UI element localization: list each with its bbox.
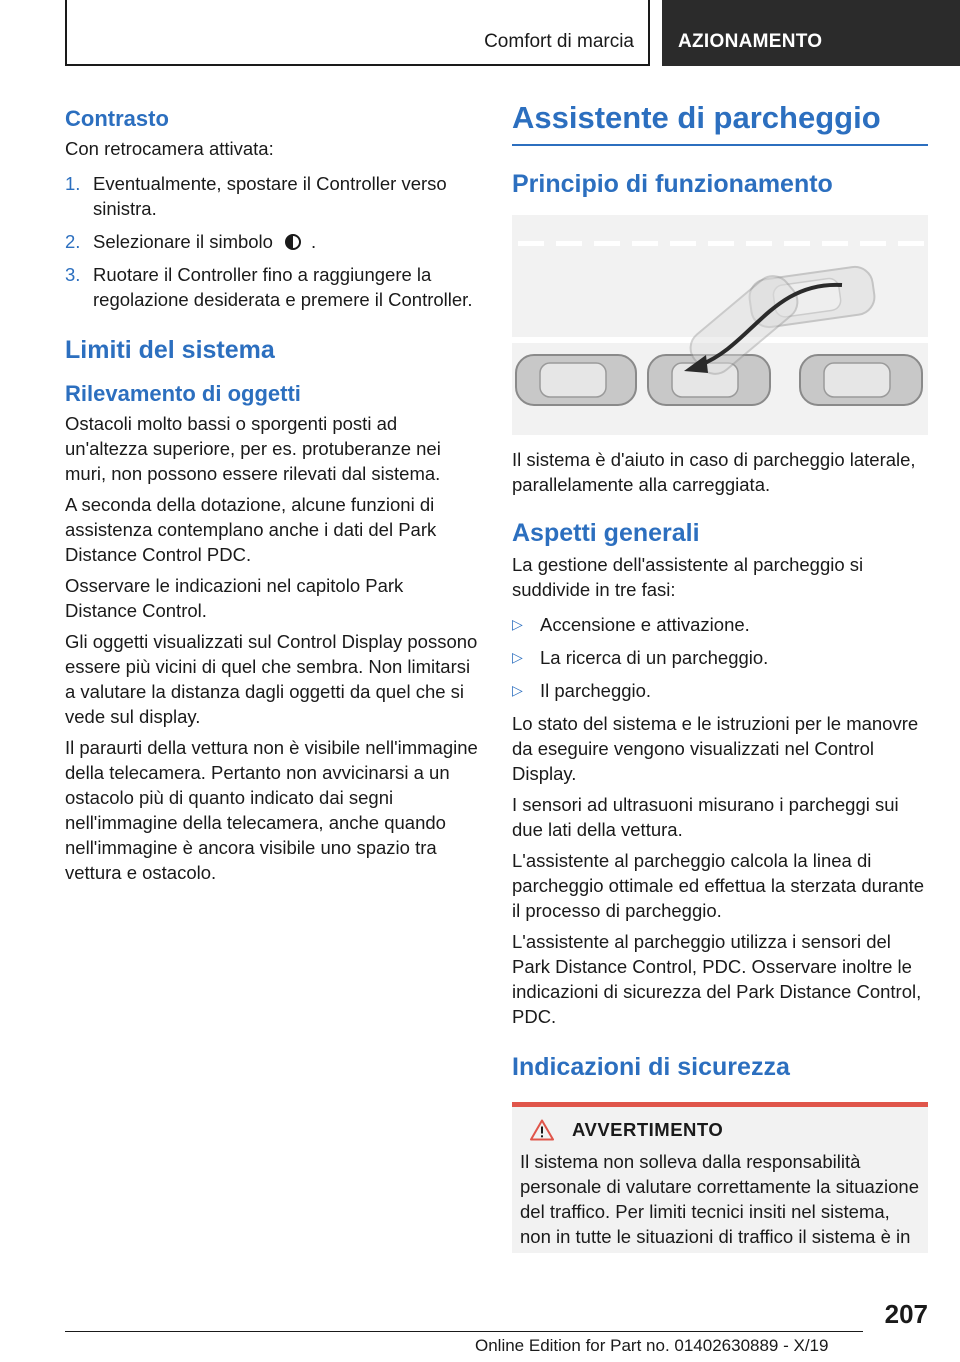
step-text-end: .	[310, 231, 317, 252]
step-number: 1.	[65, 173, 81, 194]
header-section: Comfort di marcia	[484, 31, 634, 52]
step-item	[65, 171, 479, 221]
limits-paragraph: Gli oggetti visualizzati sul Control Display possono essere più vicini di quel che sembra. Non limitarsi a valutare la distanza dagli oggetti da quel che si vede sul display.	[65, 631, 478, 727]
footer-divider	[65, 1331, 863, 1332]
step-item	[65, 262, 479, 312]
heading-system-limits: Limiti del sistema	[65, 336, 275, 364]
heading-contrast: Contrasto	[65, 106, 169, 131]
contrast-icon	[285, 234, 301, 250]
triangle-bullet-icon: ▷	[512, 682, 523, 698]
general-paragraph: Lo stato del sistema e le istruzioni per le manovre da eseguire vengono visualizzati nel Control Display.	[512, 713, 919, 784]
list-item	[512, 645, 928, 670]
principle-caption: Il sistema è d'aiuto in caso di parcheggio laterale, parallelamente alla carreggiata.	[512, 449, 916, 495]
warning-title: AVVERTIMENTO	[572, 1119, 724, 1140]
heading-safety-notes: Indicazioni di sicurezza	[512, 1053, 790, 1081]
general-paragraph: I sensori ad ultrasuoni misurano i parcheggi sui due lati della vettura.	[512, 794, 899, 840]
list-item-text: Il parcheggio.	[540, 680, 652, 701]
header-chapter: AZIONAMENTO	[678, 31, 823, 52]
footer-edition: Online Edition for Part no. 01402630889 - X/19	[475, 1336, 829, 1355]
right-column	[512, 100, 928, 1253]
parking-illustration	[512, 215, 928, 435]
page-number: 207	[884, 1299, 928, 1329]
general-paragraph: L'assistente al parcheggio utilizza i sensori del Park Distance Control, PDC. Osservare inoltre le indicazioni di sicurezza del Park Distance Control, PDC.	[512, 931, 922, 1027]
step-number: 3.	[65, 264, 81, 285]
limits-paragraph: Ostacoli molto bassi o sporgenti posti ad un'altezza superiore, per es. protuberanze nei muri, non possono essere rilevati dal sistema.	[65, 413, 441, 484]
list-item	[512, 612, 928, 637]
warning-text: Il sistema non solleva dalla responsabilità personale di valutare correttamente la situazione del traffico. Per limiti tecnici insiti nel sistema, non in tutte le situazioni di traffico il sistema è in	[520, 1151, 920, 1247]
triangle-bullet-icon: ▷	[512, 649, 523, 665]
step-text: Ruotare il Controller fino a raggiungere la regolazione desiderata e premere il Controller.	[93, 264, 473, 310]
heading-principle: Principio di funzionamento	[512, 170, 833, 198]
limits-paragraph: Osservare le indicazioni nel capitolo Park Distance Control.	[65, 575, 404, 621]
step-text: Eventualmente, spostare il Controller verso sinistra.	[93, 173, 447, 219]
triangle-bullet-icon: ▷	[512, 616, 523, 632]
phases-list	[512, 612, 928, 703]
header-chapter-tab	[662, 0, 960, 66]
step-item	[65, 229, 479, 254]
heading-general-aspects: Aspetti generali	[512, 519, 700, 547]
general-intro: La gestione dell'assistente al parcheggio si suddivide in tre fasi:	[512, 554, 864, 600]
warning-triangle-icon	[530, 1119, 554, 1141]
header-frame	[65, 0, 650, 66]
step-number: 2.	[65, 231, 81, 252]
heading-object-detection: Rilevamento di oggetti	[65, 381, 301, 406]
warning-box	[512, 1102, 928, 1253]
contrast-intro: Con retrocamera attivata:	[65, 138, 274, 159]
page-title: Assistente di parcheggio	[512, 100, 928, 146]
list-item-text: Accensione e attivazione.	[540, 614, 750, 635]
limits-paragraph: A seconda della dotazione, alcune funzioni di assistenza contemplano anche i dati del Park Distance Control PDC.	[65, 494, 437, 565]
warning-header	[520, 1119, 920, 1141]
limits-paragraph: Il paraurti della vettura non è visibile nell'immagine della telecamera. Pertanto non avvicinarsi a un ostacolo più di quanto indicato dai segni nell'immagine della telecamera, anche quando nell'immagine è ancora visibile uno spazio tra vettura e ostacolo.	[65, 737, 478, 883]
list-item-text: La ricerca di un parcheggio.	[540, 647, 769, 668]
general-paragraph: L'assistente al parcheggio calcola la linea di parcheggio ottimale ed effettua la sterzata durante il processo di parcheggio.	[512, 850, 925, 921]
step-text: Selezionare il simbolo	[93, 231, 273, 252]
left-column	[65, 100, 479, 885]
contrast-steps	[65, 171, 479, 312]
list-item	[512, 678, 928, 703]
